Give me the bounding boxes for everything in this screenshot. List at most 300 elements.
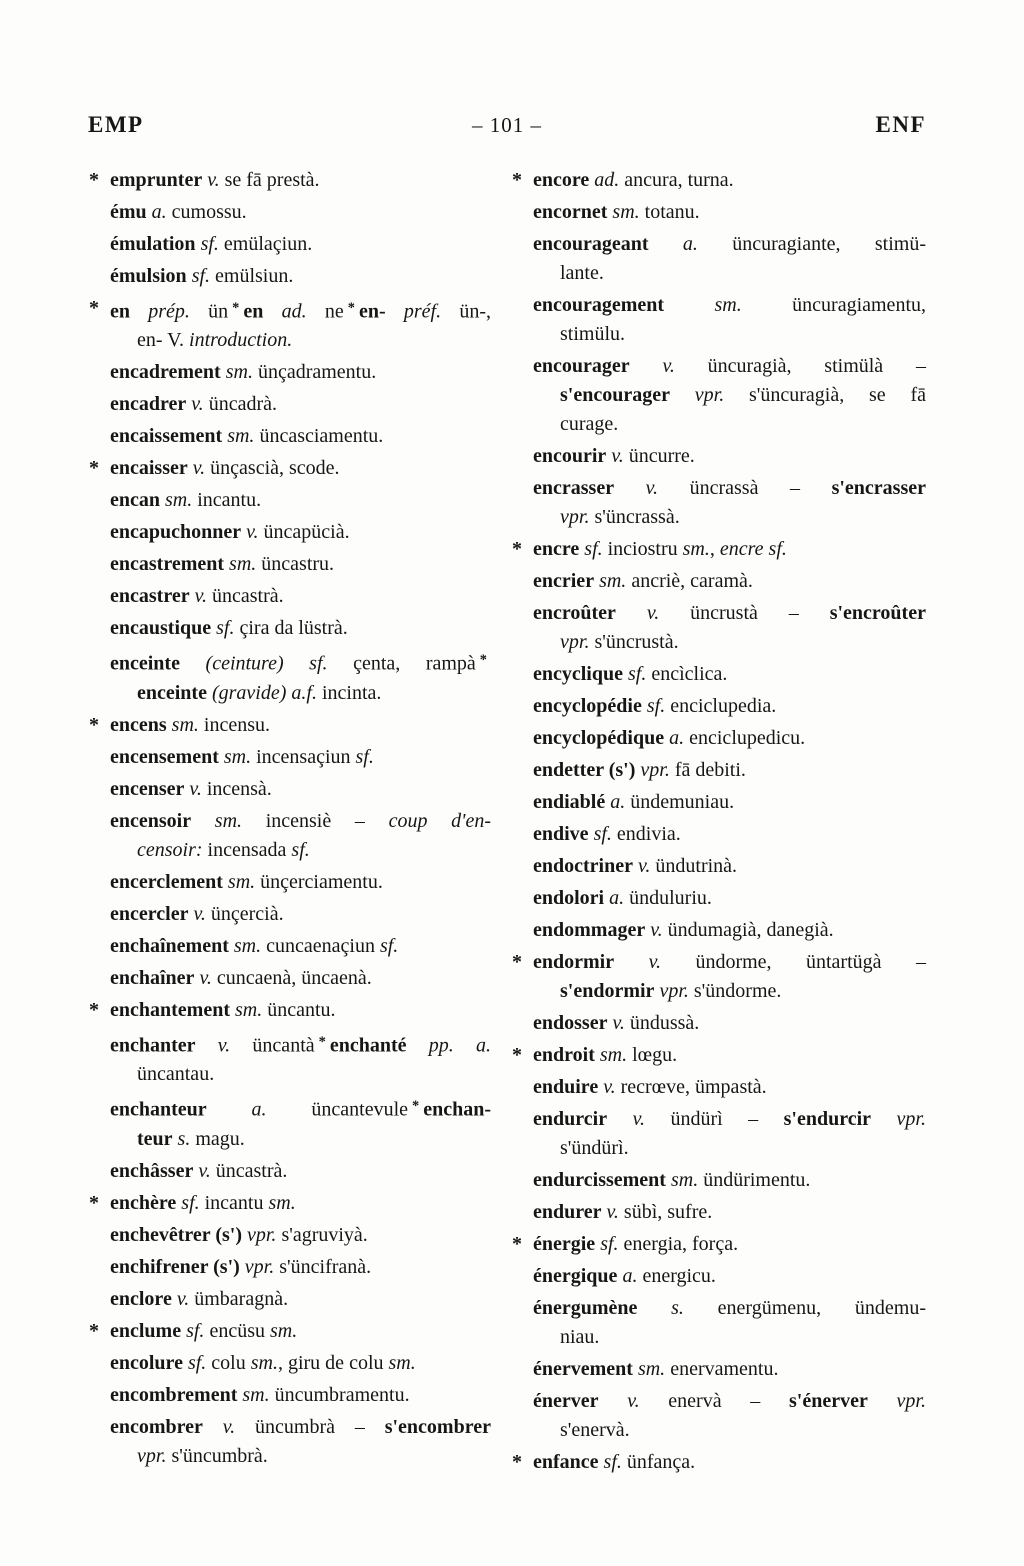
grammar-tag-text: sm.: [160, 489, 193, 512]
dictionary-entry: [89, 166, 491, 195]
headword-text: encastrer: [110, 585, 190, 608]
grammar-tag-text: v.: [202, 169, 220, 191]
grammar-tag-text: sm.: [383, 1351, 416, 1374]
grammar-tag-text: v.: [615, 602, 660, 624]
dictionary-entry: [89, 1189, 491, 1218]
dictionary-column-right: [511, 166, 926, 1480]
dictionary-entry: [110, 932, 491, 961]
dictionary-entry: [110, 1092, 491, 1153]
dictionary-entry: [110, 358, 491, 387]
headword-text: s'encroûter: [829, 602, 926, 624]
running-head-right: ENF: [875, 112, 926, 137]
headword-text: encapuchonner: [110, 521, 242, 544]
headword-text: encombrer: [110, 1415, 203, 1438]
dictionary-entry: [533, 352, 926, 439]
grammar-tag-text: a.: [617, 1265, 638, 1287]
grammar-tag-text: (gravide) a.f.: [206, 681, 317, 704]
grammar-tag-text: vpr.: [560, 506, 590, 528]
headword-text: encre: [533, 538, 580, 560]
entry-line: [533, 1230, 926, 1259]
inline-asterisk-separator: *: [412, 1098, 420, 1115]
entry-line: [533, 1355, 926, 1384]
dictionary-entry: [110, 964, 491, 993]
headword-text: encens: [110, 713, 167, 736]
grammar-tag-text: v.: [598, 1390, 640, 1412]
translation-text: incensu.: [198, 713, 270, 736]
dictionary-entry: [110, 1253, 491, 1282]
grammar-tag-text: sm.: [245, 1351, 278, 1374]
translation-text: s'enervà.: [560, 1419, 630, 1441]
dictionary-entry: [533, 567, 926, 596]
dictionary-entry: [110, 582, 491, 611]
headword-text: endoctriner: [533, 855, 633, 877]
headword-text: endosser: [533, 1012, 608, 1034]
dictionary-entry: [533, 820, 926, 849]
headword-text: enceinte: [137, 681, 207, 704]
entry-line: [533, 1105, 926, 1134]
entry-asterisk: *: [512, 1044, 522, 1066]
headword-text: encourir: [533, 445, 607, 467]
dictionary-entry: [110, 614, 491, 643]
translation-text: ünduluriu.: [624, 887, 712, 909]
headword-text: en-: [358, 300, 386, 323]
entry-line: [533, 1073, 926, 1102]
dictionary-entry: [110, 1221, 491, 1250]
translation-text: üncapücià.: [258, 521, 350, 544]
grammar-tag-text: sf.: [350, 745, 374, 768]
headword-text: encaustique: [110, 617, 212, 640]
grammar-tag-text: sf.: [176, 1191, 200, 1214]
entry-line: [533, 916, 926, 945]
grammar-tag-text: sf.: [598, 1451, 622, 1473]
headword-text: enceinte: [110, 652, 180, 675]
entry-line: [533, 599, 926, 628]
grammar-tag-text: sm.: [664, 294, 742, 316]
translation-text: fā debiti.: [669, 759, 746, 781]
grammar-tag-text: a.: [664, 727, 685, 749]
dictionary-entry: [110, 868, 491, 897]
headword-text: emprunter: [110, 169, 203, 191]
headword-text: encourager: [533, 355, 630, 377]
grammar-tag-text: v.: [195, 1034, 231, 1057]
dictionary-entry: [110, 422, 491, 451]
translation-text: ündussà.: [624, 1012, 700, 1034]
grammar-tag-text: vpr.: [241, 1223, 277, 1246]
translation-text: üncrassà –: [658, 477, 832, 499]
entry-asterisk: *: [89, 998, 99, 1021]
translation-text: üncasciamentu.: [254, 425, 384, 448]
entry-line: [533, 442, 926, 471]
dictionary-entry: [533, 660, 926, 689]
entry-line: [533, 977, 926, 1006]
headword-text: énergique: [533, 1265, 618, 1287]
grammar-tag-text: v.: [188, 902, 206, 925]
translation-text: ancura, turna.: [619, 169, 734, 191]
grammar-tag-text: sf.: [623, 663, 647, 685]
entry-asterisk: *: [89, 1191, 99, 1214]
entry-line: [110, 294, 491, 326]
grammar-tag-text: sm.: [220, 361, 253, 384]
grammar-tag-text: sm.: [224, 553, 257, 576]
page-number: – 101 –: [472, 113, 542, 137]
headword-text: endolori: [533, 887, 605, 909]
grammar-tag-text: s.: [637, 1297, 684, 1319]
translation-text: s'üncumbrà.: [166, 1444, 268, 1467]
grammar-tag-text: v.: [606, 445, 624, 467]
running-head: [88, 112, 926, 138]
translation-text: üncantà: [230, 1034, 315, 1057]
entry-line: [110, 1125, 491, 1154]
headword-text: encouragement: [533, 294, 665, 316]
entry-line: [533, 535, 926, 564]
dictionary-entry: [512, 948, 926, 1006]
headword-text: enchanté: [329, 1034, 407, 1057]
dictionary-entry: [89, 454, 491, 483]
entry-line: [533, 1041, 926, 1070]
grammar-tag-text: sm.: [191, 809, 243, 832]
entry-line: [533, 660, 926, 689]
dictionary-entry: [89, 1317, 491, 1346]
translation-text: s'üncrustà.: [589, 631, 679, 653]
translation-text: ünçascià, scode.: [205, 457, 340, 480]
grammar-tag-text: préf.: [385, 300, 442, 323]
entry-line: [533, 692, 926, 721]
dictionary-entry: [110, 486, 491, 515]
dictionary-entry: [533, 916, 926, 945]
entry-line: [110, 1157, 491, 1186]
running-head-left: EMP: [88, 112, 144, 137]
grammar-tag-text: a.: [605, 791, 626, 813]
entry-line: [110, 326, 491, 355]
dictionary-entry: [110, 550, 491, 579]
entry-line: [533, 1387, 926, 1416]
entry-line: [533, 820, 926, 849]
translation-text: ünfança.: [621, 1451, 696, 1473]
grammar-tag-text: sm.: [607, 201, 640, 223]
headword-text: encyclique: [533, 663, 623, 685]
translation-text: incensaçiun: [251, 745, 351, 768]
dictionary-entry: [533, 198, 926, 227]
entry-line: [110, 166, 491, 195]
headword-text: s'encourager: [560, 384, 670, 406]
dictionary-entry: [110, 646, 491, 707]
translation-text: çira da lüstrà.: [234, 617, 348, 640]
entry-line: [533, 1009, 926, 1038]
grammar-tag-text: v.: [632, 855, 651, 877]
translation-text: üncumbrà –: [235, 1415, 385, 1438]
dictionary-entry: [110, 230, 491, 259]
translation-text: encìclica.: [646, 663, 728, 685]
inline-asterisk-separator: *: [479, 652, 487, 669]
entry-asterisk: *: [512, 1451, 522, 1473]
entry-line: [110, 1349, 491, 1378]
dictionary-entry: [533, 788, 926, 817]
grammar-tag-text: v.: [601, 1201, 619, 1223]
grammar-tag-text: pp. a.: [406, 1034, 491, 1057]
entry-line: [533, 291, 926, 320]
grammar-tag-text: sm.: [166, 713, 199, 736]
translation-text: enciclupedicu.: [684, 727, 806, 749]
grammar-tag-text: sf.: [181, 1319, 205, 1342]
headword-text: enchaînement: [110, 934, 229, 957]
entry-line: [533, 1134, 926, 1163]
entry-line: [110, 743, 491, 772]
dictionary-entry: [110, 1381, 491, 1410]
headword-text: enchantement: [110, 998, 230, 1021]
translation-text: encüsu: [204, 1319, 265, 1342]
dictionary-entry: [110, 775, 491, 804]
dictionary-entry: [110, 807, 491, 865]
headword-text: encadrement: [110, 361, 221, 384]
entry-line: [110, 1092, 491, 1124]
translation-text: üncrustà –: [659, 602, 830, 624]
entry-line: [533, 381, 926, 410]
dictionary-entry: [110, 1413, 491, 1471]
translation-text: ünçerciamentu.: [255, 870, 383, 893]
grammar-tag-text: sm.: [594, 1044, 628, 1066]
entry-line: [533, 884, 926, 913]
grammar-tag-text: (ceinture) sf.: [179, 652, 328, 675]
headword-text: encadrer: [110, 393, 187, 416]
translation-text: s'ündürì.: [560, 1137, 629, 1159]
grammar-tag-text: v.: [171, 1287, 190, 1310]
entry-line: [533, 352, 926, 381]
grammar-tag-text: vpr.: [867, 1390, 926, 1412]
translation-text: üncantu.: [262, 998, 336, 1021]
headword-text: encercler: [110, 902, 189, 925]
grammar-tag-text: sf.: [374, 934, 399, 957]
dictionary-entry: [533, 1009, 926, 1038]
grammar-tag-text: s.: [172, 1127, 191, 1150]
headword-text: énervement: [533, 1358, 633, 1380]
dictionary-entry: [110, 743, 491, 772]
grammar-tag-text: coup d'en-: [388, 809, 491, 832]
translation-text: üncuragiamentu,: [741, 294, 926, 316]
entry-line: [533, 503, 926, 532]
translation-text: ,: [709, 538, 715, 560]
grammar-tag-text: sf.: [641, 695, 666, 717]
dictionary-entry: [533, 291, 926, 349]
dictionary-entry: [110, 390, 491, 419]
entry-line: [533, 259, 926, 288]
entry-line: [533, 1294, 926, 1323]
grammar-tag-text: vpr.: [871, 1108, 926, 1130]
headword-text: s'endurcir: [783, 1108, 872, 1130]
dictionary-entry: [533, 852, 926, 881]
headword-text: encyclopédie: [533, 695, 642, 717]
entry-line: [110, 422, 491, 451]
grammar-tag-text: sm.: [218, 745, 252, 768]
translation-text: incensiè –: [242, 809, 389, 832]
entry-line: [533, 567, 926, 596]
translation-text: cumossu.: [166, 201, 247, 223]
entry-line: [533, 1416, 926, 1445]
entry-asterisk: *: [512, 169, 522, 191]
headword-text: encaisser: [110, 457, 188, 480]
grammar-tag-text: a.: [206, 1098, 267, 1121]
grammar-tag-text: v.: [598, 1076, 616, 1098]
entry-line: [533, 1323, 926, 1352]
translation-text: enervamentu.: [665, 1358, 779, 1380]
headword-text: s'encrasser: [831, 477, 926, 499]
entry-line: [110, 390, 491, 419]
translation-text: cuncaenaçiun: [261, 934, 375, 957]
translation-text: ne: [306, 300, 344, 323]
translation-text: cuncaenà, üncaenà.: [211, 966, 372, 989]
dictionary-entry: [110, 1349, 491, 1378]
grammar-tag-text: v.: [629, 355, 675, 377]
entry-line: [110, 1317, 491, 1346]
translation-text: çenta, rampà: [327, 652, 476, 675]
translation-text: üncantau.: [137, 1063, 215, 1086]
dictionary-entry: [89, 294, 491, 355]
dictionary-entry: [533, 724, 926, 753]
grammar-tag-text: v.: [186, 393, 204, 416]
dictionary-entry: [110, 198, 491, 227]
headword-text: encrier: [533, 570, 595, 592]
headword-text: endurcir: [533, 1108, 608, 1130]
dictionary-entry: [533, 442, 926, 471]
translation-text: endivia.: [611, 823, 681, 845]
translation-text: ündürimentu.: [698, 1169, 811, 1191]
dictionary-entry: [533, 230, 926, 288]
headword-text: enclume: [110, 1319, 182, 1342]
translation-text: üncastrà.: [210, 1159, 288, 1182]
inline-asterisk-separator: *: [232, 300, 240, 316]
translation-text: magu.: [190, 1127, 245, 1150]
grammar-tag-text: encre sf.: [714, 538, 787, 560]
grammar-tag-text: a.: [648, 233, 698, 255]
translation-text: lœgu.: [627, 1044, 678, 1066]
dictionary-entry: [533, 474, 926, 532]
headword-text: émulsion: [110, 265, 187, 287]
entry-line: [110, 646, 491, 678]
grammar-tag-text: sm.: [228, 934, 262, 957]
entry-line: [110, 900, 491, 929]
translation-text: totanu.: [639, 201, 700, 223]
grammar-tag-text: vpr.: [239, 1255, 275, 1278]
headword-text: énergumène: [533, 1297, 638, 1319]
entry-line: [533, 410, 926, 439]
translation-text: üncuragià, stimülà –: [674, 355, 926, 377]
headword-text: s'énerver: [788, 1390, 868, 1412]
entry-line: [110, 932, 491, 961]
entry-line: [110, 1253, 491, 1282]
translation-text: ündemuniau.: [625, 791, 735, 813]
entry-line: [110, 1381, 491, 1410]
entry-line: [533, 1198, 926, 1227]
dictionary-entry: [533, 1105, 926, 1163]
grammar-tag-text: sf.: [211, 617, 235, 640]
translation-text: üncantevule: [266, 1098, 409, 1121]
grammar-tag-text: vpr.: [560, 631, 590, 653]
translation-text: energümenu, ündemu-: [683, 1297, 926, 1319]
headword-text: enchanter: [110, 1034, 196, 1057]
entry-line: [533, 198, 926, 227]
translation-text: recrœve, ümpastà.: [615, 1076, 767, 1098]
grammar-tag-text: v.: [193, 1159, 211, 1182]
translation-text: incensà.: [201, 777, 272, 800]
entry-line: [533, 724, 926, 753]
headword-text: enchère: [110, 1191, 177, 1214]
headword-text: émulation: [110, 233, 196, 255]
entry-line: [110, 230, 491, 259]
translation-text: incensada: [202, 838, 287, 861]
headword-text: encroûter: [533, 602, 616, 624]
entry-line: [110, 1189, 491, 1218]
translation-text: üncadrà.: [203, 393, 277, 416]
translation-text: üncurre.: [623, 445, 695, 467]
dictionary-entry: [533, 1294, 926, 1352]
headword-text: enchaîner: [110, 966, 195, 989]
grammar-tag-text: sf.: [579, 538, 603, 560]
entry-line: [110, 868, 491, 897]
headword-text: encensoir: [110, 809, 192, 832]
translation-text: lante.: [560, 262, 604, 284]
headword-text: enchâsser: [110, 1159, 194, 1182]
entry-line: [110, 1285, 491, 1314]
dictionary-entry: [533, 1166, 926, 1195]
entry-line: [533, 1166, 926, 1195]
headword-text: s'endormir: [560, 980, 655, 1002]
headword-text: encourageant: [533, 233, 649, 255]
entry-line: [110, 454, 491, 483]
headword-text: endurer: [533, 1201, 602, 1223]
dictionary-entry: [110, 1285, 491, 1314]
grammar-tag-text: a.: [146, 201, 167, 223]
entry-line: [110, 679, 491, 708]
entry-line: [110, 996, 491, 1025]
dictionary-entry: [533, 1073, 926, 1102]
translation-text: ündutrinà.: [650, 855, 738, 877]
dictionary-entry: [533, 884, 926, 913]
headword-text: encastrement: [110, 553, 225, 576]
inline-asterisk-separator: *: [318, 1033, 326, 1050]
translation-text: , giru de colu: [277, 1351, 384, 1374]
grammar-tag-text: sm.: [594, 570, 627, 592]
grammar-tag-text: censoir:: [137, 838, 203, 861]
grammar-tag-text: v.: [607, 1012, 625, 1034]
dictionary-entry: [89, 711, 491, 740]
grammar-tag-text: v.: [202, 1415, 236, 1438]
translation-text: ündürì –: [644, 1108, 784, 1130]
translation-text: s'üncifranà.: [274, 1255, 372, 1278]
headword-text: enchan-: [423, 1098, 492, 1121]
translation-text: incantu.: [192, 489, 262, 512]
grammar-tag-text: v.: [187, 457, 206, 480]
entry-line: [110, 964, 491, 993]
translation-text: inciostru: [602, 538, 678, 560]
grammar-tag-text: sf.: [595, 1233, 619, 1255]
headword-text: encan: [110, 489, 160, 512]
dictionary-entry: [533, 756, 926, 785]
headword-text: énergie: [533, 1233, 596, 1255]
entry-line: [110, 775, 491, 804]
grammar-tag-text: vpr.: [669, 384, 725, 406]
entry-line: [533, 1448, 926, 1477]
entry-line: [110, 1060, 491, 1089]
grammar-tag-text: v.: [189, 585, 207, 608]
translation-text: colu: [206, 1351, 246, 1374]
headword-text: encrasser: [533, 477, 615, 499]
dictionary-column-left: [88, 166, 491, 1480]
grammar-tag-text: sm.: [677, 538, 710, 560]
translation-text: üncastru.: [256, 553, 335, 576]
headword-text: endiablé: [533, 791, 606, 813]
dictionary-entry: [512, 1230, 926, 1259]
grammar-tag-text: sm.: [264, 1319, 298, 1342]
entry-asterisk: *: [89, 297, 99, 319]
